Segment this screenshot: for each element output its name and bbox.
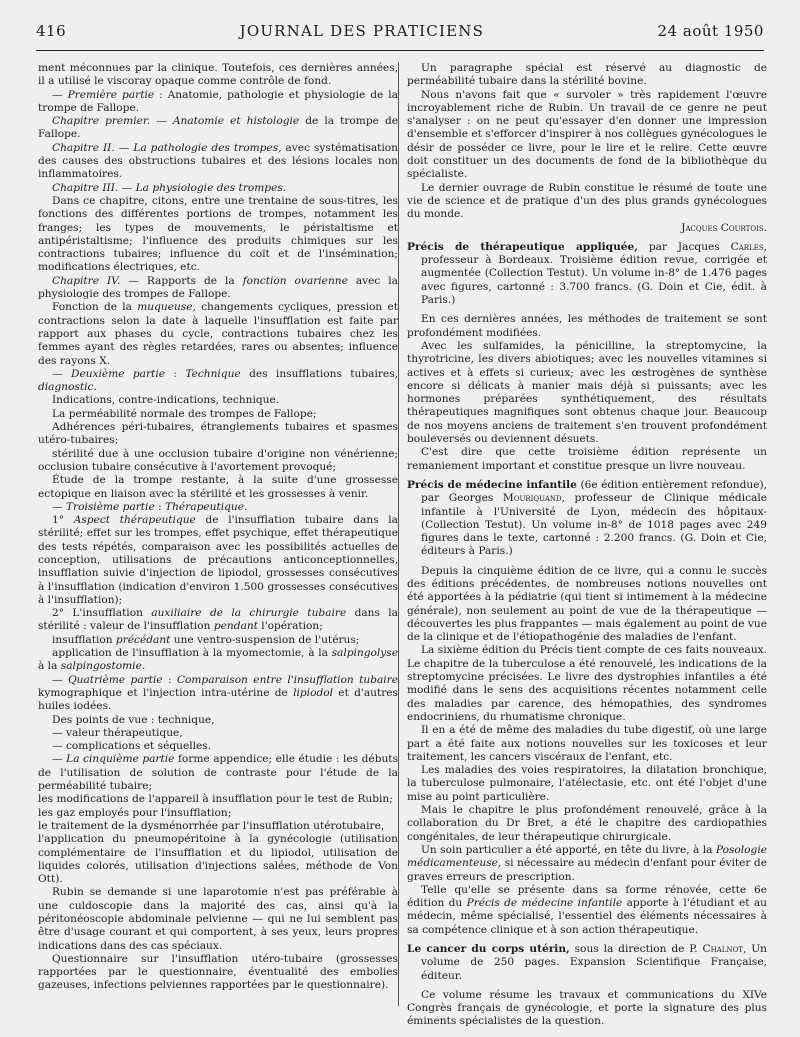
paragraph: — valeur thérapeutique,	[52, 726, 183, 739]
paragraph: — Troisième partie : Thérapeutique.	[52, 500, 248, 513]
paragraph: Chapitre II. — La pathologie des trompes, avec systématisation des causes des obstructions tubaires et des lésions locales non inflammatoires.	[38, 141, 398, 181]
paragraph: — complications et séquelles.	[52, 740, 212, 753]
paragraph: Nous n'avons fait que « survoler » très rapidement l'œuvre incroyablement riche de Rubin. Un travail de ce genre ne peut s'analyser : on ne peut qu'essayer d'en donner une impression d'ensemble et s'efforcer d'inspirer à nos collègues gynécologues le désir de posséder ce livre, pour le lire et le relire. Cette œuvre doit constituer un des documents de fond de la bibliothèque du spécialiste.	[407, 88, 767, 181]
paragraph: Des points de vue : technique,	[52, 713, 215, 726]
paragraph: Fonction de la muqueuse, changements cycliques, pression et contractions selon la date à laquelle l'insufflation est faite par rapport aux phases du cycle, contractions tubaires chez les femmes ayant des règles retardées, rares ou absentes; influence des rayons X.	[38, 301, 399, 367]
paragraph: Mais le chapitre le plus profondément renouvelé, grâce à la collaboration du Dr Bret, a été le chapitre des cardiopathies congénitales, de leur thérapeutique chirurgicale.	[407, 804, 767, 843]
paragraph: les modifications de l'appareil à insufflation pour le test de Rubin;	[38, 793, 393, 806]
page-number: 416	[36, 22, 67, 40]
paragraph: — Première partie : Anatomie, pathologie et physiologie de la trompe de Fallope.	[38, 88, 398, 114]
paragraph: Le dernier ouvrage de Rubin constitue le résumé de toute une vie de science et de pratique d'un des plus grands gynécologues du monde.	[407, 181, 767, 221]
paragraph: — Deuxième partie : Technique des insufflations tubaires, diagnostic.	[38, 367, 399, 394]
paragraph: Un soin particulier a été apporté, en tête du livre, à la Posologie médicamenteuse, si nécessaire au médecin d'enfant pour éviter de graves erreurs de prescription.	[407, 843, 767, 883]
paragraph: La sixième édition du Précis tient compte de ces faits nouveaux. Le chapitre de la tuberculose a été renouvelé, les indications de la streptomycine précisées. Le livre des dystrophies infantiles a été modifié dans le sens des acquisitions récentes notamment celle des maladies par carence, des hémopathies, des syndromes endocriniens, du rhumatisme chronique.	[407, 644, 767, 723]
book-title: Précis de thérapeutique appliquée,	[407, 240, 638, 253]
paragraph: Étude de la trompe restante, à la suite d'une grossesse ectopique en liaison avec la stérilité et les grossesses à venir.	[38, 474, 398, 500]
journal-title: JOURNAL DES PRATICIENS	[239, 22, 485, 40]
header-rule	[36, 50, 764, 51]
paragraph: La perméabilité normale des trompes de Fallope;	[52, 407, 317, 420]
paragraph: Rubin se demande si une laparotomie n'est pas préférable à une culdoscopie dans la majorité des cas, ainsi qu'à la péritonéoscopie abdominale pelvienne — qui ne lui semblent pas être d'usage courant et qui comportent, à ses yeux, leurs propres indications dans des cas spéciaux.	[38, 886, 398, 952]
paragraph: l'application du pneumopéritoine à la gynécologie (utilisation complémentaire de l'insufflation et du lipiodol, utilisation de liquides colorés, utilisation d'injections salées, méthode de Von Ott).	[38, 833, 398, 886]
paragraph: — La cinquième partie forme appendice; elle étudie : les débuts de l'utilisation de solution de contraste pour l'étude de la perméabilité tubaire;	[38, 753, 399, 793]
right-column	[407, 62, 767, 1029]
paragraph: Depuis la cinquième édition de ce livre, qui a connu le succès des éditions précédentes, de nombreuses notions nouvelles ont été apportées à la pédiatrie (qui tient si intimement à la médecine générale), non seulement au point de vue de la thérapeutique — découvertes les plus frappantes — mais également au point de vue de la clinique et de l'étiopathogénie des maladies de l'enfant.	[407, 564, 767, 644]
column-divider	[398, 62, 399, 1006]
book-title: Le cancer du corps utérin,	[407, 943, 570, 955]
paragraph: — Quatrième partie : Comparaison entre l'insufflation tubaire kymographique et l'injection intra-utérine de lipiodol et d'autres huiles iodées.	[38, 673, 399, 713]
paragraph: le traitement de la dysménorrhée par l'insufflation utérotubaire,	[38, 819, 385, 832]
paragraph: Telle qu'elle se présente dans sa forme rénovée, cette 6e édition du Précis de médecine infantile apporte à l'étudiant et au médecin, même spécialisé, l'essentiel des éléments nécessaires à sa compétence clinique et à son action thérapeutique.	[407, 883, 767, 936]
paragraph: C'est dire que cette troisième édition représente un remaniement important et constitue presque un livre nouveau.	[407, 446, 767, 472]
paragraph: 2° L'insufflation auxiliaire de la chirurgie tubaire dans la stérilité : valeur de l'insufflation pendant l'opération;	[38, 607, 398, 633]
paragraph: Adhérences péri-tubaires, étranglements tubaires et spasmes utéro-tubaires;	[38, 421, 398, 447]
paragraph: ment méconnues par la clinique. Toutefois, ces dernières années, il a utilisé le viscoray opaque comme contrôle de fond.	[38, 62, 398, 88]
book-entry: Précis de thérapeutique appliquée, par Jacques Carles, professeur à Bordeaux. Troisième édition revue, corrigée et augmentée (Collection Testut). Un volume in-8° de 1.476 pages avec figures, cartonné : 3.700 francs. (G. Doin et Cie, édit. à Paris.)	[407, 240, 767, 307]
book-entry: Précis de médecine infantile (6e édition entièrement refondue), par Georges Mouriquand, professeur de Clinique médicale infantile à l'Université de Lyon, médecin des hôpitaux-(Collection Testut). Un volume in-8° de 1018 pages avec 249 figures dans le texte, cartonné : 2.200 francs. (G. Doin et Cie, éditeurs à Paris.)	[407, 478, 768, 558]
paragraph: Indications, contre-indications, technique.	[52, 394, 280, 407]
book-author: Mouriquand,	[502, 492, 566, 505]
paragraph: En ces dernières années, les méthodes de traitement se sont profondément modifiées.	[407, 313, 767, 339]
running-header	[36, 22, 764, 44]
book-author: Carles,	[730, 240, 767, 253]
book-entry: Le cancer du corps utérin, sous la direction de P. Chalnot, Un volume de 250 pages. Expansion Scientifique Française, éditeur.	[407, 943, 767, 982]
paragraph: les gaz employés pour l'insufflation;	[38, 806, 232, 819]
paragraph: Chapitre premier. — Anatomie et histologie de la trompe de Fallope.	[38, 115, 398, 141]
book-title: Précis de médecine infantile	[407, 478, 577, 491]
paragraph: Avec les sulfamides, la pénicilline, la streptomycine, la thyrotricine, les divers abiotiques; avec les nouvelles vitamines si actives et à effets si curieux; avec les œstrogènes de synthèse encore si délicats à manier mais déjà si puissants; avec les hormones préparées synthétiquement, des résultats thérapeutiques magnifiques sont obtenus chaque jour. Beaucoup de nos moyens anciens de traitement s'en trouvent profondément bouleversés ou deviennent désuets.	[407, 339, 767, 446]
paragraph: stérilité due à une occlusion tubaire d'origine non vénérienne; occlusion tubaire consécutive à l'avortement provoqué;	[38, 447, 398, 473]
review-signature: Jacques Courtois.	[681, 221, 767, 234]
paragraph: Ce volume résume les travaux et communications du XIVe Congrès français de gynécologie, et porte la signature des plus éminents spécialistes de la question.	[407, 988, 767, 1028]
paragraph: Questionnaire sur l'insufflation utéro-tubaire (grossesses rapportées par le questionnaire, éventualité des embolies gazeuses, infections pelviennes rapportées par le questionnaire).	[38, 952, 398, 992]
chapter-heading: Chapitre III. — La physiologie des trompes.	[52, 181, 287, 194]
paragraph: Un paragraphe spécial est réservé au diagnostic de perméabilité tubaire dans la stérilité bovine.	[407, 62, 767, 88]
paragraph: Les maladies des voies respiratoires, la dilatation bronchique, la tuberculose pulmonaire, l'atélectasie, etc. ont été l'objet d'une mise au point particulière.	[407, 764, 767, 803]
paragraph: Chapitre IV. — Rapports de la fonction ovarienne avec la physiologie des trompes de Fallope.	[38, 274, 398, 301]
issue-date: 24 août 1950	[657, 22, 764, 40]
paragraph: Dans ce chapitre, citons, entre une trentaine de sous-titres, les fonctions des différentes portions de trompes, notamment les franges; les types de mouvements, le péristaltisme et antipéristaltisme; l'influence des produits chimiques sur les contractions tubaires; influence du coït et de l'insémination; modifications électriques, etc.	[38, 194, 398, 274]
paragraph: application de l'insufflation à la myomectomie, à la salpingolyse à la salpingostomie.	[38, 647, 398, 673]
left-column	[38, 62, 398, 993]
book-author: Chalnot,	[702, 943, 747, 955]
paragraph: insufflation précédant une ventro-suspension de l'utérus;	[52, 633, 360, 646]
paragraph: 1° Aspect thérapeutique de l'insufflation tubaire dans la stérilité; effet sur les trompes, effet psychique, effet thérapeutique des tests répétés, comparaison avec les possibilités actuelles de conception, utilisations de précautions anticonceptionnelles, insufflation suivie d'injection de lipiodol, grossesses consécutives à l'insufflation (indication d'environ 1.500 grossesses consécutives à l'insufflation);	[38, 514, 398, 606]
paragraph: Il en a été de même des maladies du tube digestif, où une large part a été faite aux notions nouvelles sur les toxicoses et leur traitement, les cancers viscéraux de l'enfant, etc.	[407, 724, 767, 763]
